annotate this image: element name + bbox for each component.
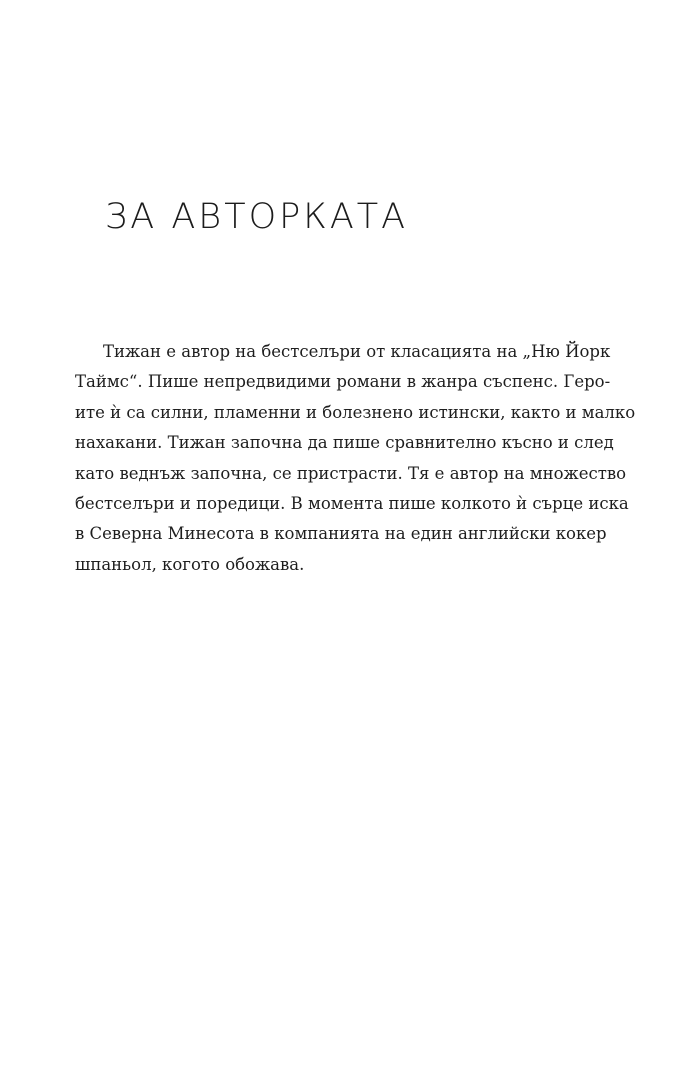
paragraph-line-8: шпаньол, когото обожава. [75,554,305,574]
chapter-title: ЗА АВТОРКАТА [105,197,409,237]
paragraph-line-4: нахакани. Тижан започна да пише сравнително късно и след [75,433,614,453]
paragraph-line-3: ите ѝ са силни, пламенни и болезнено истински, както и малко [75,402,636,422]
paragraph-line-7: в Северна Минесота в компанията на един английски кокер [75,524,607,544]
paragraph-line-1: Тижан е автор на бестселъри от класацията на „Ню Йорк [103,342,611,361]
paragraph-line-5: като веднъж започна, се пристрасти. Тя е автор на множество [75,463,627,483]
paragraph-line-6: бестселъри и поредици. В момента пише колкото ѝ сърце иска [75,494,629,514]
paragraph-line-2: Таймс“. Пише непредвидими романи в жанра съспенс. Геро- [75,372,611,392]
author-bio-paragraph [75,337,636,580]
